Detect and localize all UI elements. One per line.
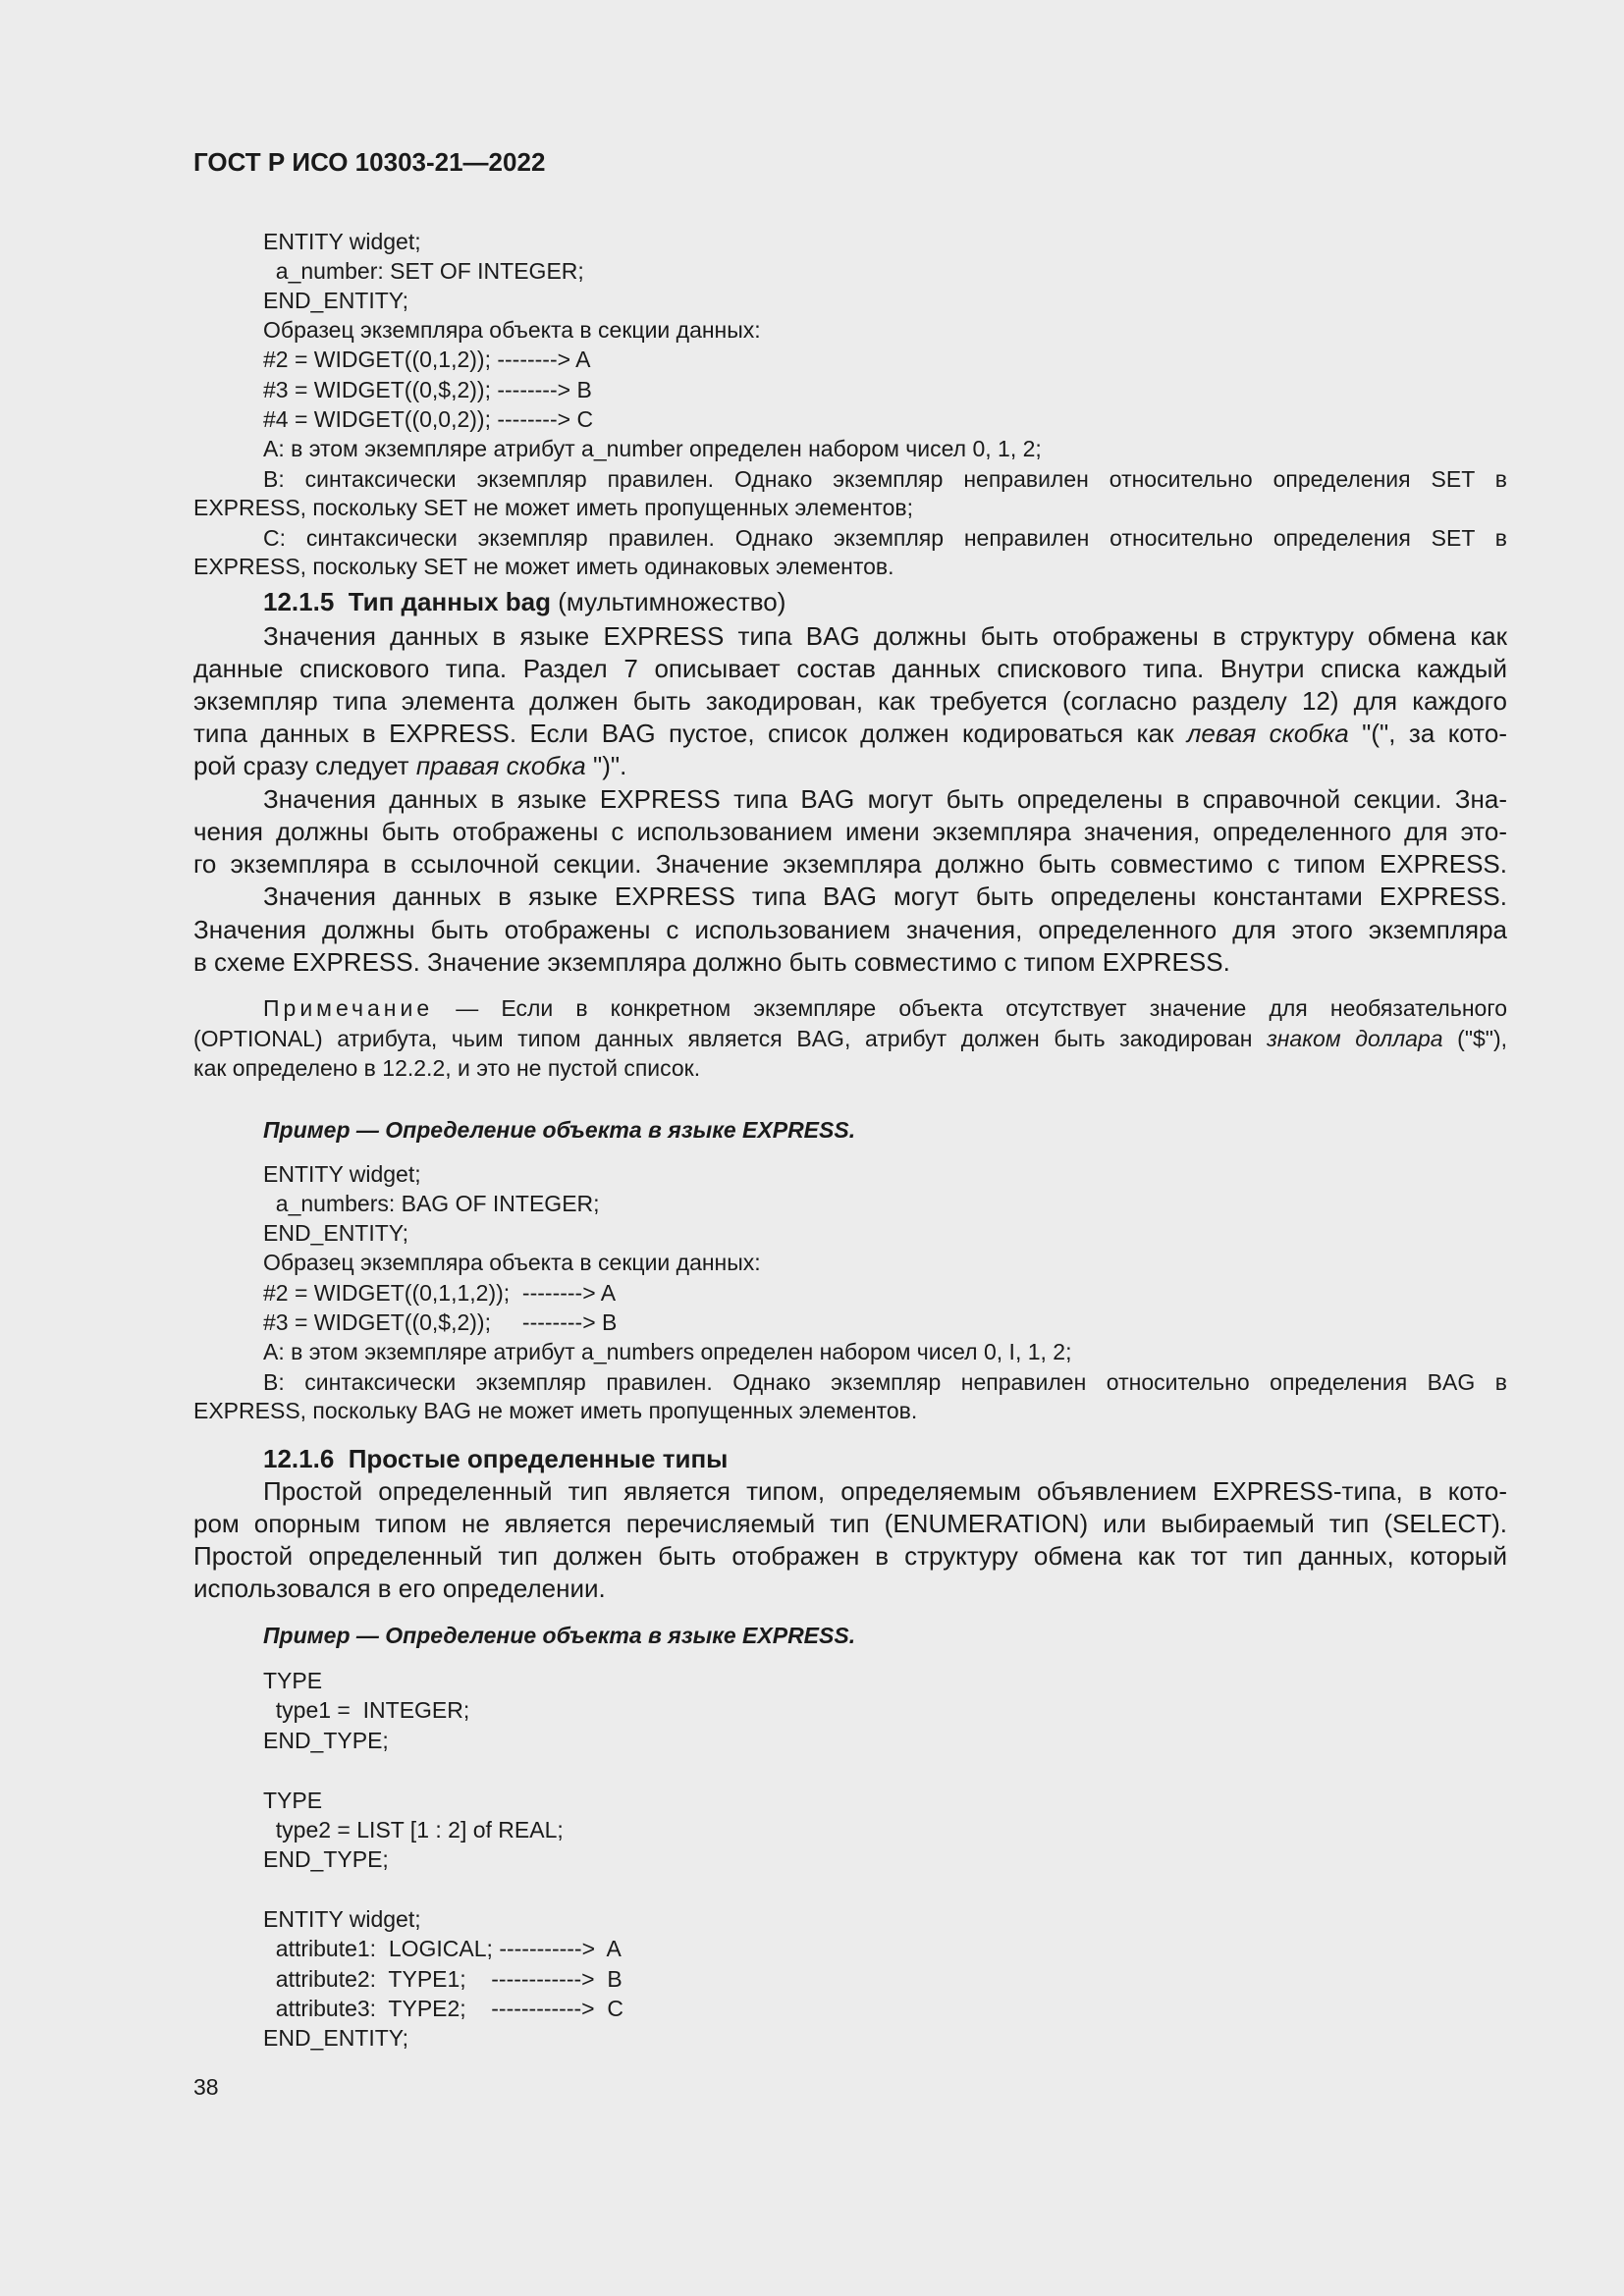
paragraph-line: Значения данных в языке EXPRESS типа BAG должны быть отображены в структуру обмена как [263,621,1507,651]
explanation-b-line1: B: синтаксически экземпляр правилен. Однако экземпляр неправилен относительно определения SET в [263,466,1507,492]
code-line: TYPE [263,1788,323,1813]
code-line: type2 = LIST [1 : 2] of REAL; [263,1817,564,1842]
explanation-b-line2: EXPRESS, поскольку BAG не может иметь пропущенных элементов. [193,1398,918,1423]
code-line: END_ENTITY; [263,2025,409,2051]
explanation-a: A: в этом экземпляре атрибут a_number определен набором чисел 0, 1, 2; [263,436,1042,461]
section-heading-12-1-5 [263,586,785,618]
text-run: ")". [585,751,627,780]
instance-line: #4 = WIDGET((0,0,2)); --------> C [263,406,594,432]
instances-label: Образец экземпляра объекта в секции данных: [263,1250,761,1275]
paragraph-line: Простой определенный тип должен быть отображен в структуру обмена как тот тип данных, который [193,1541,1507,1571]
text-run: — Если в конкретном экземпляре объекта отсутствует значение для необязательного [433,995,1507,1021]
example-title: Пример — Определение объекта в языке EXPRESS. [263,1623,856,1648]
paragraph-line: экземпляр типа элемента должен быть закодирован, как требуется (согласно разделу 12) для каждого [193,686,1507,716]
paragraph-line: ром опорным типом не является перечисляемый тип (ENUMERATION) или выбираемый тип (SELECT). [193,1509,1507,1538]
paragraph-line: использовался в его определении. [193,1574,606,1603]
code-line: END_TYPE; [263,1728,389,1753]
code-line: a_numbers: BAG OF INTEGER; [263,1191,600,1216]
note-line [263,993,1507,1023]
instance-line: #2 = WIDGET((0,1,1,2)); --------> A [263,1280,617,1306]
paragraph-line: чения должны быть отображены с использованием имени экземпляра значения, определенного для это- [193,817,1507,846]
text-run: типа данных в EXPRESS. Если BAG пустое, список должен кодироваться как [193,719,1187,748]
explanation-c-line1: C: синтаксически экземпляр правилен. Однако экземпляр неправилен относительно определения SET в [263,525,1507,551]
code-line: attribute1: LOGICAL; -----------> A [263,1936,622,1961]
paragraph-line: в схеме EXPRESS. Значение экземпляра должно быть совместимо с типом EXPRESS. [193,947,1230,977]
code-line: ENTITY widget; [263,229,421,254]
explanation-b-line1: B: синтаксически экземпляр правилен. Однако экземпляр неправилен относительно определения BAG в [263,1369,1507,1395]
code-line: ENTITY widget; [263,1161,421,1187]
code-line: TYPE [263,1668,323,1693]
instance-line: #2 = WIDGET((0,1,2)); --------> A [263,347,591,372]
note-line [193,1024,1507,1053]
paragraph-line: Значения должны быть отображены с использованием значения, определенного для этого экземпляра [193,915,1507,944]
instance-line: #3 = WIDGET((0,$,2)); --------> B [263,377,592,402]
code-line: END_ENTITY; [263,288,409,313]
code-line: attribute3: TYPE2; ------------> C [263,1996,623,2021]
italic-term: правая скобка [415,751,586,780]
italic-term: знаком доллара [1267,1026,1443,1051]
instances-label: Образец экземпляра объекта в секции данных: [263,317,761,343]
page-number: 38 [193,2074,219,2100]
italic-term: левая скобка [1186,719,1349,748]
paragraph-line: Значения данных в языке EXPRESS типа BAG могут быть определены в справочной секции. Зна- [263,784,1507,814]
paragraph-line: Простой определенный тип является типом, определяемым объявлением EXPRESS-типа, в кото- [263,1476,1507,1506]
note-line: как определено в 12.2.2, и это не пустой список. [193,1055,701,1081]
explanation-a: A: в этом экземпляре атрибут a_numbers определен набором чисел 0, I, 1, 2; [263,1339,1072,1364]
paragraph-line: данные спискового типа. Раздел 7 описывает состав данных спискового типа. Внутри списка каждый [193,654,1507,683]
text-run: "(", за кото- [1348,719,1508,748]
note-label: Примечание [263,995,434,1021]
text-run: ("$"), [1442,1026,1508,1051]
section-heading-title: 12.1.5 Тип данных bag [263,587,552,616]
paragraph-line [193,750,626,782]
paragraph-line: Значения данных в языке EXPRESS типа BAG могут быть определены константами EXPRESS. [263,881,1507,911]
explanation-b-line2: EXPRESS, поскольку SET не может иметь пропущенных элементов; [193,495,913,520]
example-title: Пример — Определение объекта в языке EXPRESS. [263,1117,856,1143]
document-header: ГОСТ Р ИСО 10303-21—2022 [193,147,546,177]
code-line: END_TYPE; [263,1846,389,1872]
code-line: type1 = INTEGER; [263,1697,470,1723]
explanation-c-line2: EXPRESS, поскольку SET не может иметь одинаковых элементов. [193,554,894,579]
instance-line: #3 = WIDGET((0,$,2)); --------> B [263,1309,618,1335]
section-heading-subtitle: (мультимножество) [551,587,786,616]
code-line: ENTITY widget; [263,1906,421,1932]
code-line: a_number: SET OF INTEGER; [263,258,584,284]
text-run: рой сразу следует [193,751,416,780]
section-heading-12-1-6: 12.1.6 Простые определенные типы [263,1444,729,1473]
code-line: attribute2: TYPE1; ------------> B [263,1966,623,1992]
text-run: (OPTIONAL) атрибута, чьим типом данных является BAG, атрибут должен быть закодирован [193,1026,1268,1051]
code-line: END_ENTITY; [263,1220,409,1246]
paragraph-line: го экземпляра в ссылочной секции. Значение экземпляра должно быть совместимо с типом EXPRESS. [193,849,1507,879]
paragraph-line [193,718,1507,750]
